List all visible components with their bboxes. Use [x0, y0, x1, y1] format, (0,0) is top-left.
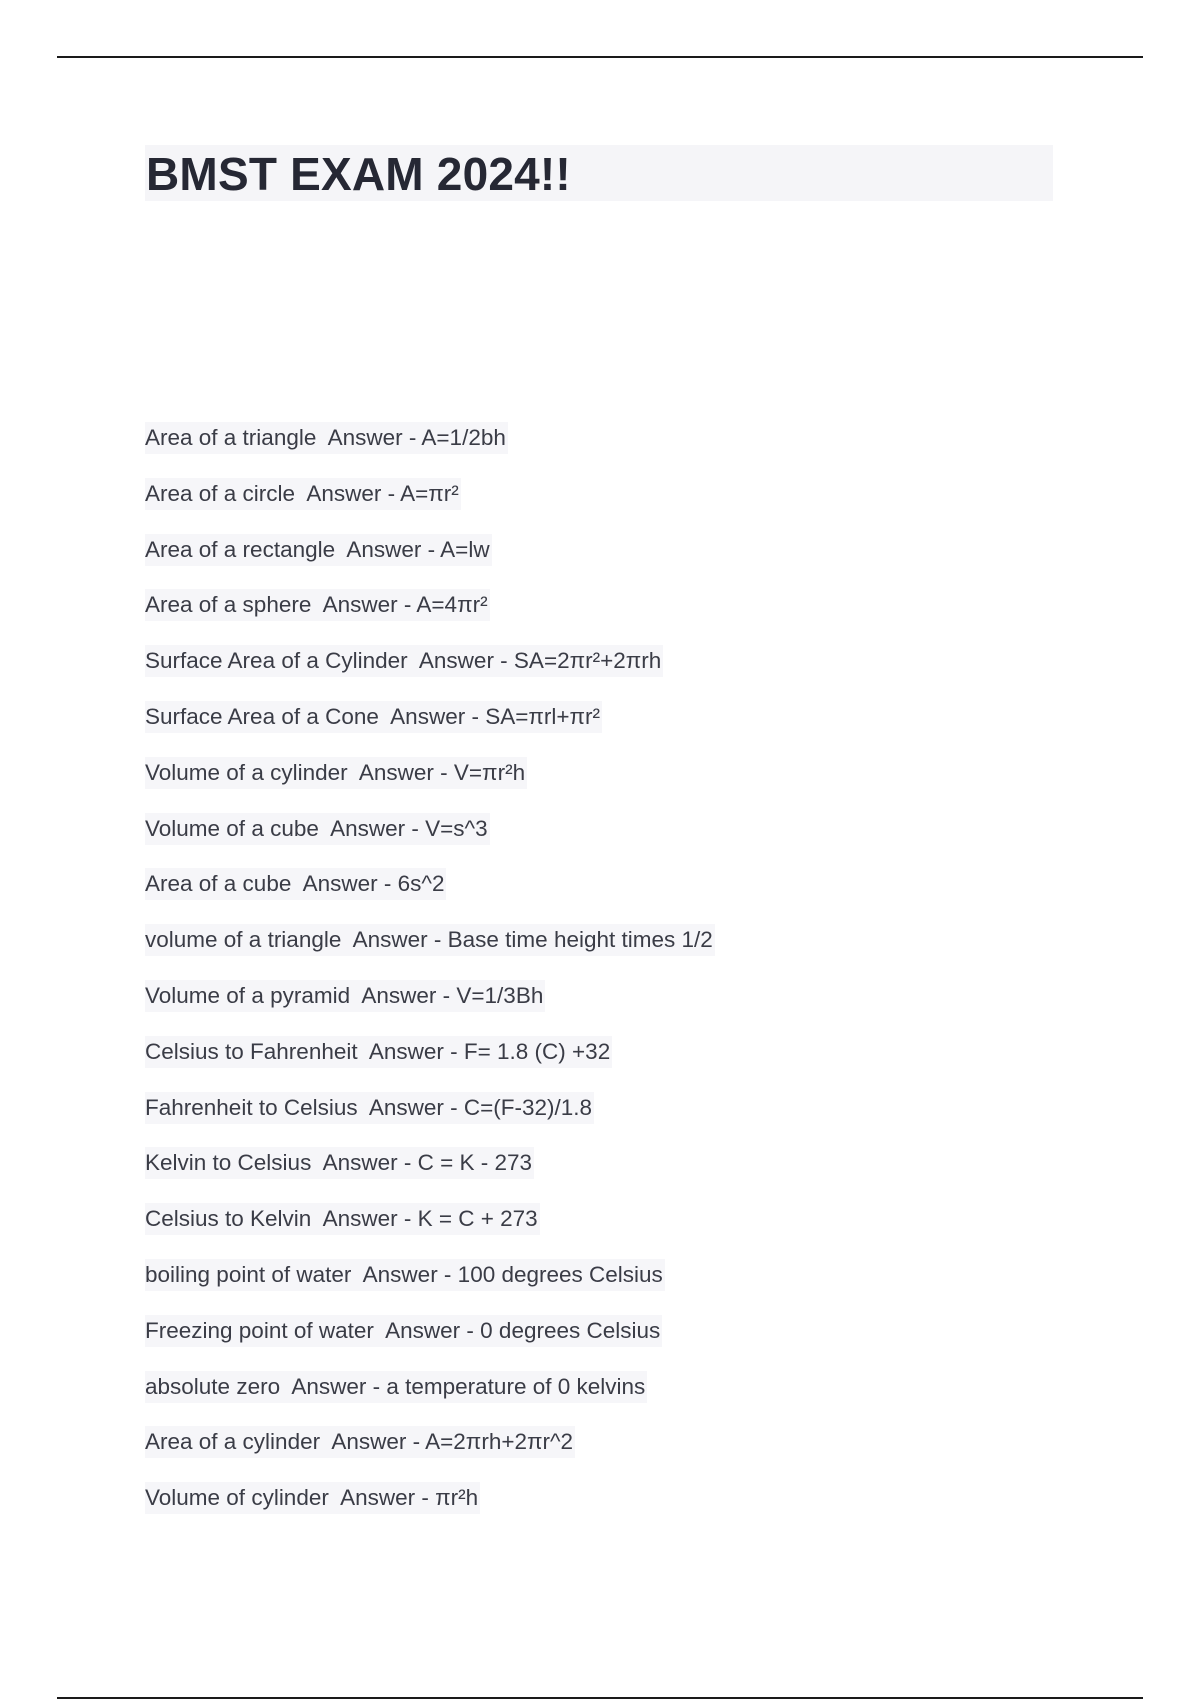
list-item — [145, 757, 715, 813]
list-item — [145, 589, 715, 645]
answer-text: Answer - F= 1.8 (C) +32 — [368, 1038, 611, 1064]
list-item — [145, 1371, 715, 1427]
question-text: Celsius to Kelvin — [145, 1206, 312, 1232]
question-text: volume of a triangle — [145, 927, 342, 953]
answer-text: Answer - C=(F-32)/1.8 — [368, 1094, 593, 1120]
list-item — [145, 701, 715, 757]
question-text: Surface Area of a Cylinder — [145, 648, 408, 674]
header-rule — [57, 56, 1143, 58]
answer-text: Answer - V=1/3Bh — [361, 982, 544, 1008]
question-text: Celsius to Fahrenheit — [145, 1038, 358, 1064]
list-item — [145, 980, 715, 1036]
question-text: Volume of a pyramid — [145, 982, 351, 1008]
list-item — [145, 645, 715, 701]
question-text: Area of a triangle — [145, 425, 317, 450]
list-item — [145, 813, 715, 869]
list-item — [145, 1203, 715, 1259]
answer-text: Answer - Base time height times 1/2 — [352, 927, 713, 953]
answer-text: Answer - πr²h — [340, 1485, 479, 1511]
answer-text: Answer - SA=πrl+πr² — [390, 703, 601, 729]
answer-text: Answer - 0 degrees Celsius — [385, 1317, 661, 1343]
list-item — [145, 1482, 715, 1538]
list-item — [145, 1036, 715, 1092]
list-item — [145, 924, 715, 980]
qa-list — [145, 422, 715, 1538]
question-text: Surface Area of a Cone — [145, 703, 379, 729]
answer-text: Answer - A=1/2bh — [327, 425, 506, 450]
answer-text: Answer - A=2πrh+2πr^2 — [331, 1429, 574, 1455]
question-text: Area of a cylinder — [145, 1429, 321, 1455]
answer-text: Answer - A=πr² — [306, 480, 459, 506]
answer-text: Answer - V=s^3 — [330, 815, 488, 841]
list-item — [145, 1092, 715, 1148]
page-title: BMST EXAM 2024!! — [146, 148, 571, 200]
question-text: Freezing point of water — [145, 1317, 374, 1343]
list-item — [145, 534, 715, 590]
question-text: Area of a rectangle — [145, 536, 336, 562]
answer-text: Answer - 6s^2 — [302, 871, 445, 897]
question-text: Volume of a cylinder — [145, 759, 348, 785]
answer-text: Answer - SA=2πr²+2πrh — [418, 648, 662, 674]
question-text: Area of a sphere — [145, 592, 312, 618]
list-item — [145, 422, 715, 478]
answer-text: Answer - A=lw — [346, 536, 490, 562]
list-item — [145, 1259, 715, 1315]
list-item — [145, 1147, 715, 1203]
answer-text: Answer - A=4πr² — [322, 592, 488, 618]
question-text: Area of a cube — [145, 871, 292, 897]
question-text: Volume of cylinder — [145, 1485, 329, 1511]
list-item — [145, 1426, 715, 1482]
question-text: absolute zero — [145, 1373, 281, 1399]
list-item — [145, 478, 715, 534]
question-text: boiling point of water — [145, 1261, 352, 1287]
answer-text: Answer - 100 degrees Celsius — [362, 1261, 663, 1287]
question-text: Fahrenheit to Celsius — [145, 1094, 358, 1120]
answer-text: Answer - K = C + 273 — [322, 1206, 538, 1232]
list-item — [145, 868, 715, 924]
question-text: Volume of a cube — [145, 815, 319, 841]
question-text: Kelvin to Celsius — [145, 1150, 312, 1176]
answer-text: Answer - C = K - 273 — [322, 1150, 533, 1176]
footer-rule — [57, 1697, 1143, 1699]
question-text: Area of a circle — [145, 480, 296, 506]
list-item — [145, 1315, 715, 1371]
answer-text: Answer - a temperature of 0 kelvins — [291, 1373, 646, 1399]
answer-text: Answer - V=πr²h — [358, 759, 526, 785]
